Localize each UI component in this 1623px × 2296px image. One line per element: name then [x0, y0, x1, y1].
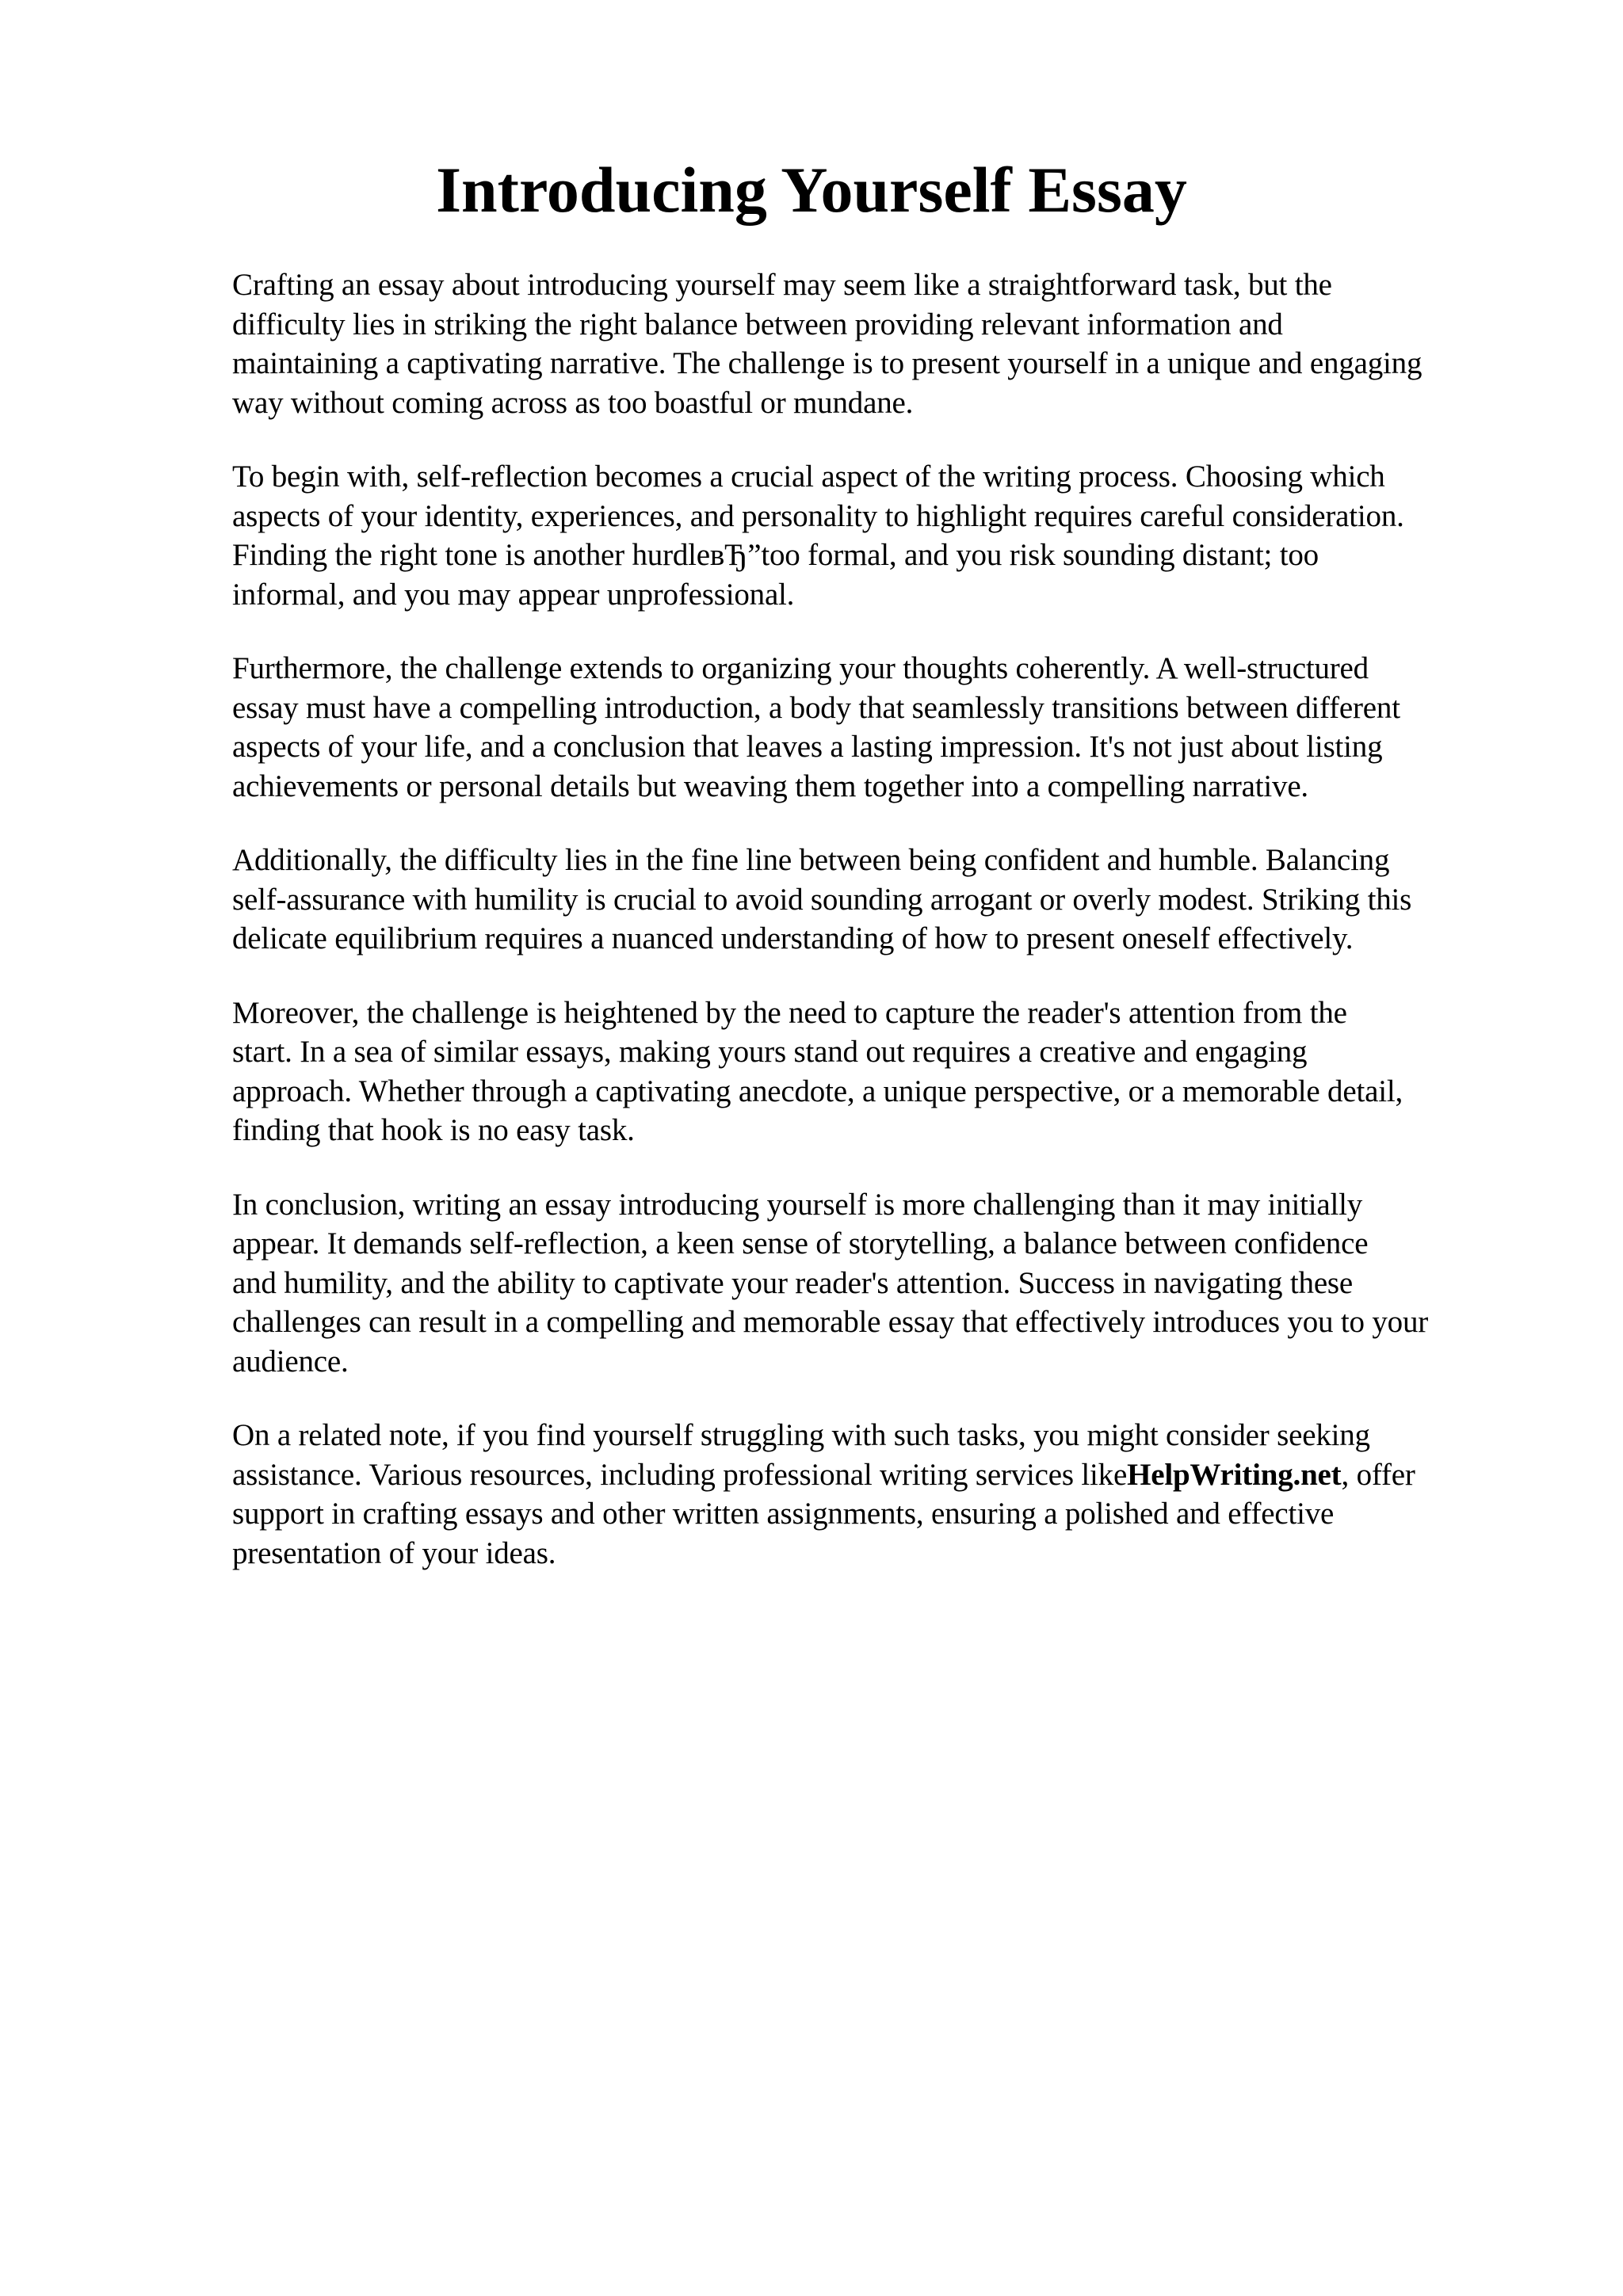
line-text-before-link: assistance. Various resources, including professional writing services like: [232, 1457, 1128, 1492]
paragraph-line: On a related note, if you find yourself struggling with such tasks, you might consider seeking: [232, 1418, 1370, 1452]
paragraph-line: essay must have a compelling introduction, a body that seamlessly transitions between different: [232, 690, 1400, 725]
paragraph-line: Finding the right tone is another hurdleвЂ”too formal, and you risk sounding distant; too: [232, 538, 1319, 572]
paragraph-line: self-assurance with humility is crucial to avoid sounding arrogant or overly modest. Striking this: [232, 882, 1412, 917]
paragraph-line: and humility, and the ability to captivate your reader's attention. Success in navigating these: [232, 1265, 1354, 1300]
paragraph-line: delicate equilibrium requires a nuanced understanding of how to present oneself effectively.: [232, 921, 1354, 955]
paragraph-5: [232, 994, 1532, 1150]
paragraph-line: achievements or personal details but weaving them together into a compelling narrative.: [232, 769, 1308, 803]
essay-title: Introducing Yourself Essay: [436, 154, 1187, 226]
paragraph-line: difficulty lies in striking the right balance between providing relevant information and: [232, 307, 1283, 341]
paragraph-4: [232, 841, 1532, 959]
paragraph-line: start. In a sea of similar essays, making yours stand out requires a creative and engaging: [232, 1035, 1308, 1069]
paragraph-line: approach. Whether through a captivating anecdote, a unique perspective, or a memorable detail,: [232, 1074, 1403, 1108]
paragraph-line: audience.: [232, 1344, 349, 1379]
paragraph-line-with-link: [232, 1455, 1532, 1495]
paragraph-1: [232, 265, 1532, 422]
paragraph-line: challenges can result in a compelling and memorable essay that effectively introduces you to your: [232, 1305, 1429, 1339]
paragraph-line: informal, and you may appear unprofessional.: [232, 577, 795, 612]
paragraph-line: appear. It demands self-reflection, a keen sense of storytelling, a balance between confidence: [232, 1226, 1369, 1261]
paragraph-3: [232, 649, 1532, 806]
paragraph-6: [232, 1185, 1532, 1382]
paragraph-line: aspects of your life, and a conclusion that leaves a lasting impression. It's not just about listing: [232, 730, 1383, 764]
paragraph-line: To begin with, self-reflection becomes a crucial aspect of the writing process. Choosing which: [232, 460, 1385, 494]
paragraph-2: [232, 457, 1532, 614]
paragraph-line: Moreover, the challenge is heightened by the need to capture the reader's attention from the: [232, 995, 1347, 1030]
essay-body: [232, 265, 1532, 1608]
paragraph-line: aspects of your identity, experiences, and personality to highlight requires careful consideration.: [232, 498, 1404, 533]
paragraph-line: In conclusion, writing an essay introducing yourself is more challenging than it may initially: [232, 1187, 1363, 1222]
paragraph-line: maintaining a captivating narrative. The challenge is to present yourself in a unique and engaging: [232, 346, 1423, 380]
line-text-after-link: , offer: [1341, 1457, 1415, 1492]
paragraph-line: Furthermore, the challenge extends to organizing your thoughts coherently. A well-structured: [232, 651, 1369, 685]
paragraph-line: support in crafting essays and other written assignments, ensuring a polished and effective: [232, 1497, 1335, 1531]
helpwriting-link[interactable]: HelpWriting.net: [1127, 1457, 1342, 1492]
paragraph-line: way without coming across as too boastful or mundane.: [232, 385, 914, 420]
paragraph-7: [232, 1416, 1532, 1573]
paragraph-line: finding that hook is no easy task.: [232, 1113, 635, 1147]
paragraph-line: Crafting an essay about introducing yourself may seem like a straightforward task, but the: [232, 268, 1332, 302]
paragraph-line: Additionally, the difficulty lies in the fine line between being confident and humble. Balancing: [232, 843, 1390, 877]
paragraph-line: presentation of your ideas.: [232, 1535, 556, 1570]
